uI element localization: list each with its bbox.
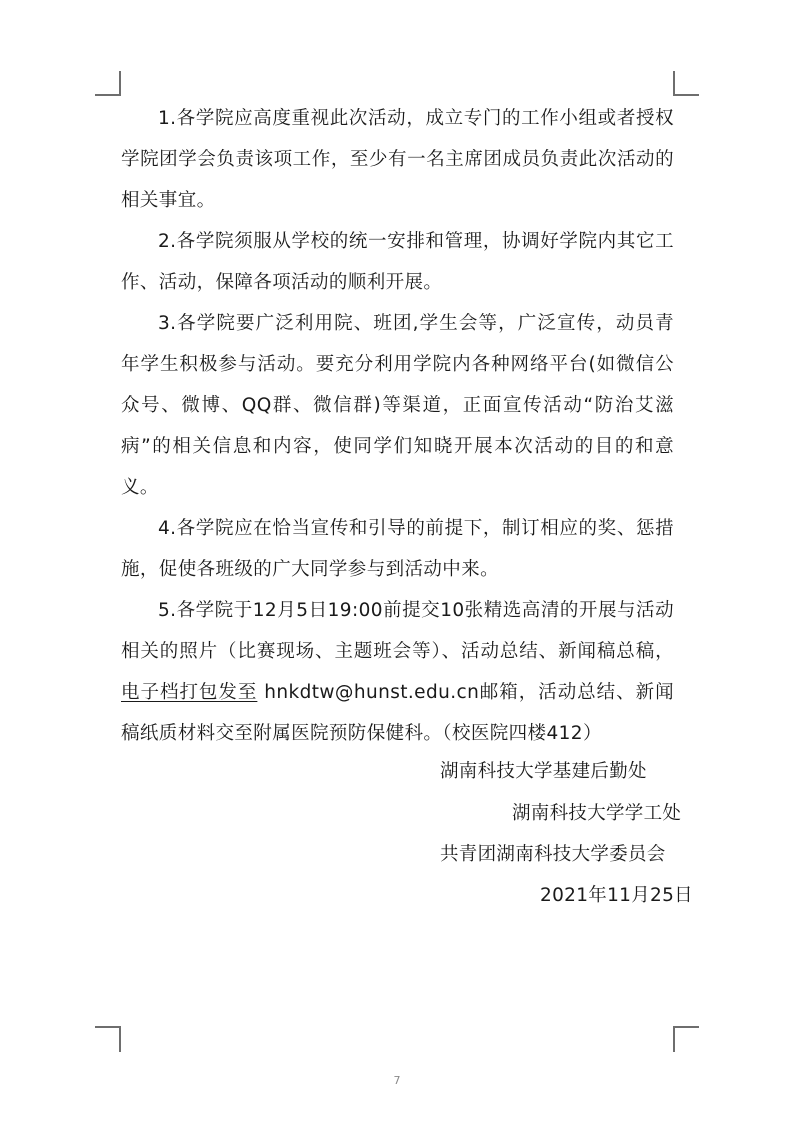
crop-mark-bottom-right-horizontal (673, 1026, 699, 1028)
document-date: 2021年11月25日 (540, 885, 693, 906)
underlined-instruction: 电子档打包发至 (121, 682, 258, 703)
crop-mark-bottom-left-vertical (119, 1026, 121, 1052)
signature-youth-league-committee: 共青团湖南科技大学委员会 (440, 844, 666, 865)
crop-mark-top-left-horizontal (95, 94, 121, 96)
page-number: 7 (393, 1074, 401, 1087)
crop-mark-top-left-vertical (119, 71, 121, 96)
paragraph-item-4: 4.各学院应在恰当宣传和引导的前提下，制订相应的奖、惩措施，促使各班级的广大同学参与到活动中来。 (121, 518, 674, 580)
signature-logistics-office: 湖南科技大学基建后勤处 (440, 761, 647, 782)
paragraph-item-3: 3.各学院要广泛利用院、班团,学生会等，广泛宣传，动员青年学生积极参与活动。要充分利用学院内各种网络平台(如微信公众号、微博、QQ群、微信群)等渠道，正面宣传活动“防治艾滋病”的相关信息和内容，使同学们知晓开展本次活动的目的和意义。 (121, 313, 674, 498)
document-body (121, 98, 674, 754)
paragraph-item-5-text-a: 5.各学院于12月5日19:00前提交10张精选高清的开展与活动相关的照片（比赛现场、主题班会等）、活动总结、新闻稿总稿， (121, 600, 674, 662)
crop-mark-bottom-right-vertical (673, 1026, 675, 1052)
paragraph-item-1: 1.各学院应高度重视此次活动，成立专门的工作小组或者授权学院团学会负责该项工作，至少有一名主席团成员负责此次活动的相关事宜。 (121, 108, 674, 211)
paragraph-item-5 (121, 590, 674, 754)
crop-mark-top-right-horizontal (673, 94, 699, 96)
paragraph-item-5-text-b: hnkdtw@hunst.edu.cn邮箱，活动总结、新闻稿纸质材料交至附属医院预防保健科。（校医院四楼412） (121, 682, 675, 744)
crop-mark-bottom-left-horizontal (95, 1026, 121, 1028)
crop-mark-top-right-vertical (673, 71, 675, 96)
signature-student-affairs-office: 湖南科技大学学工处 (512, 803, 682, 824)
paragraph-item-2: 2.各学院须服从学校的统一安排和管理，协调好学院内其它工作、活动，保障各项活动的顺利开展。 (121, 231, 674, 293)
